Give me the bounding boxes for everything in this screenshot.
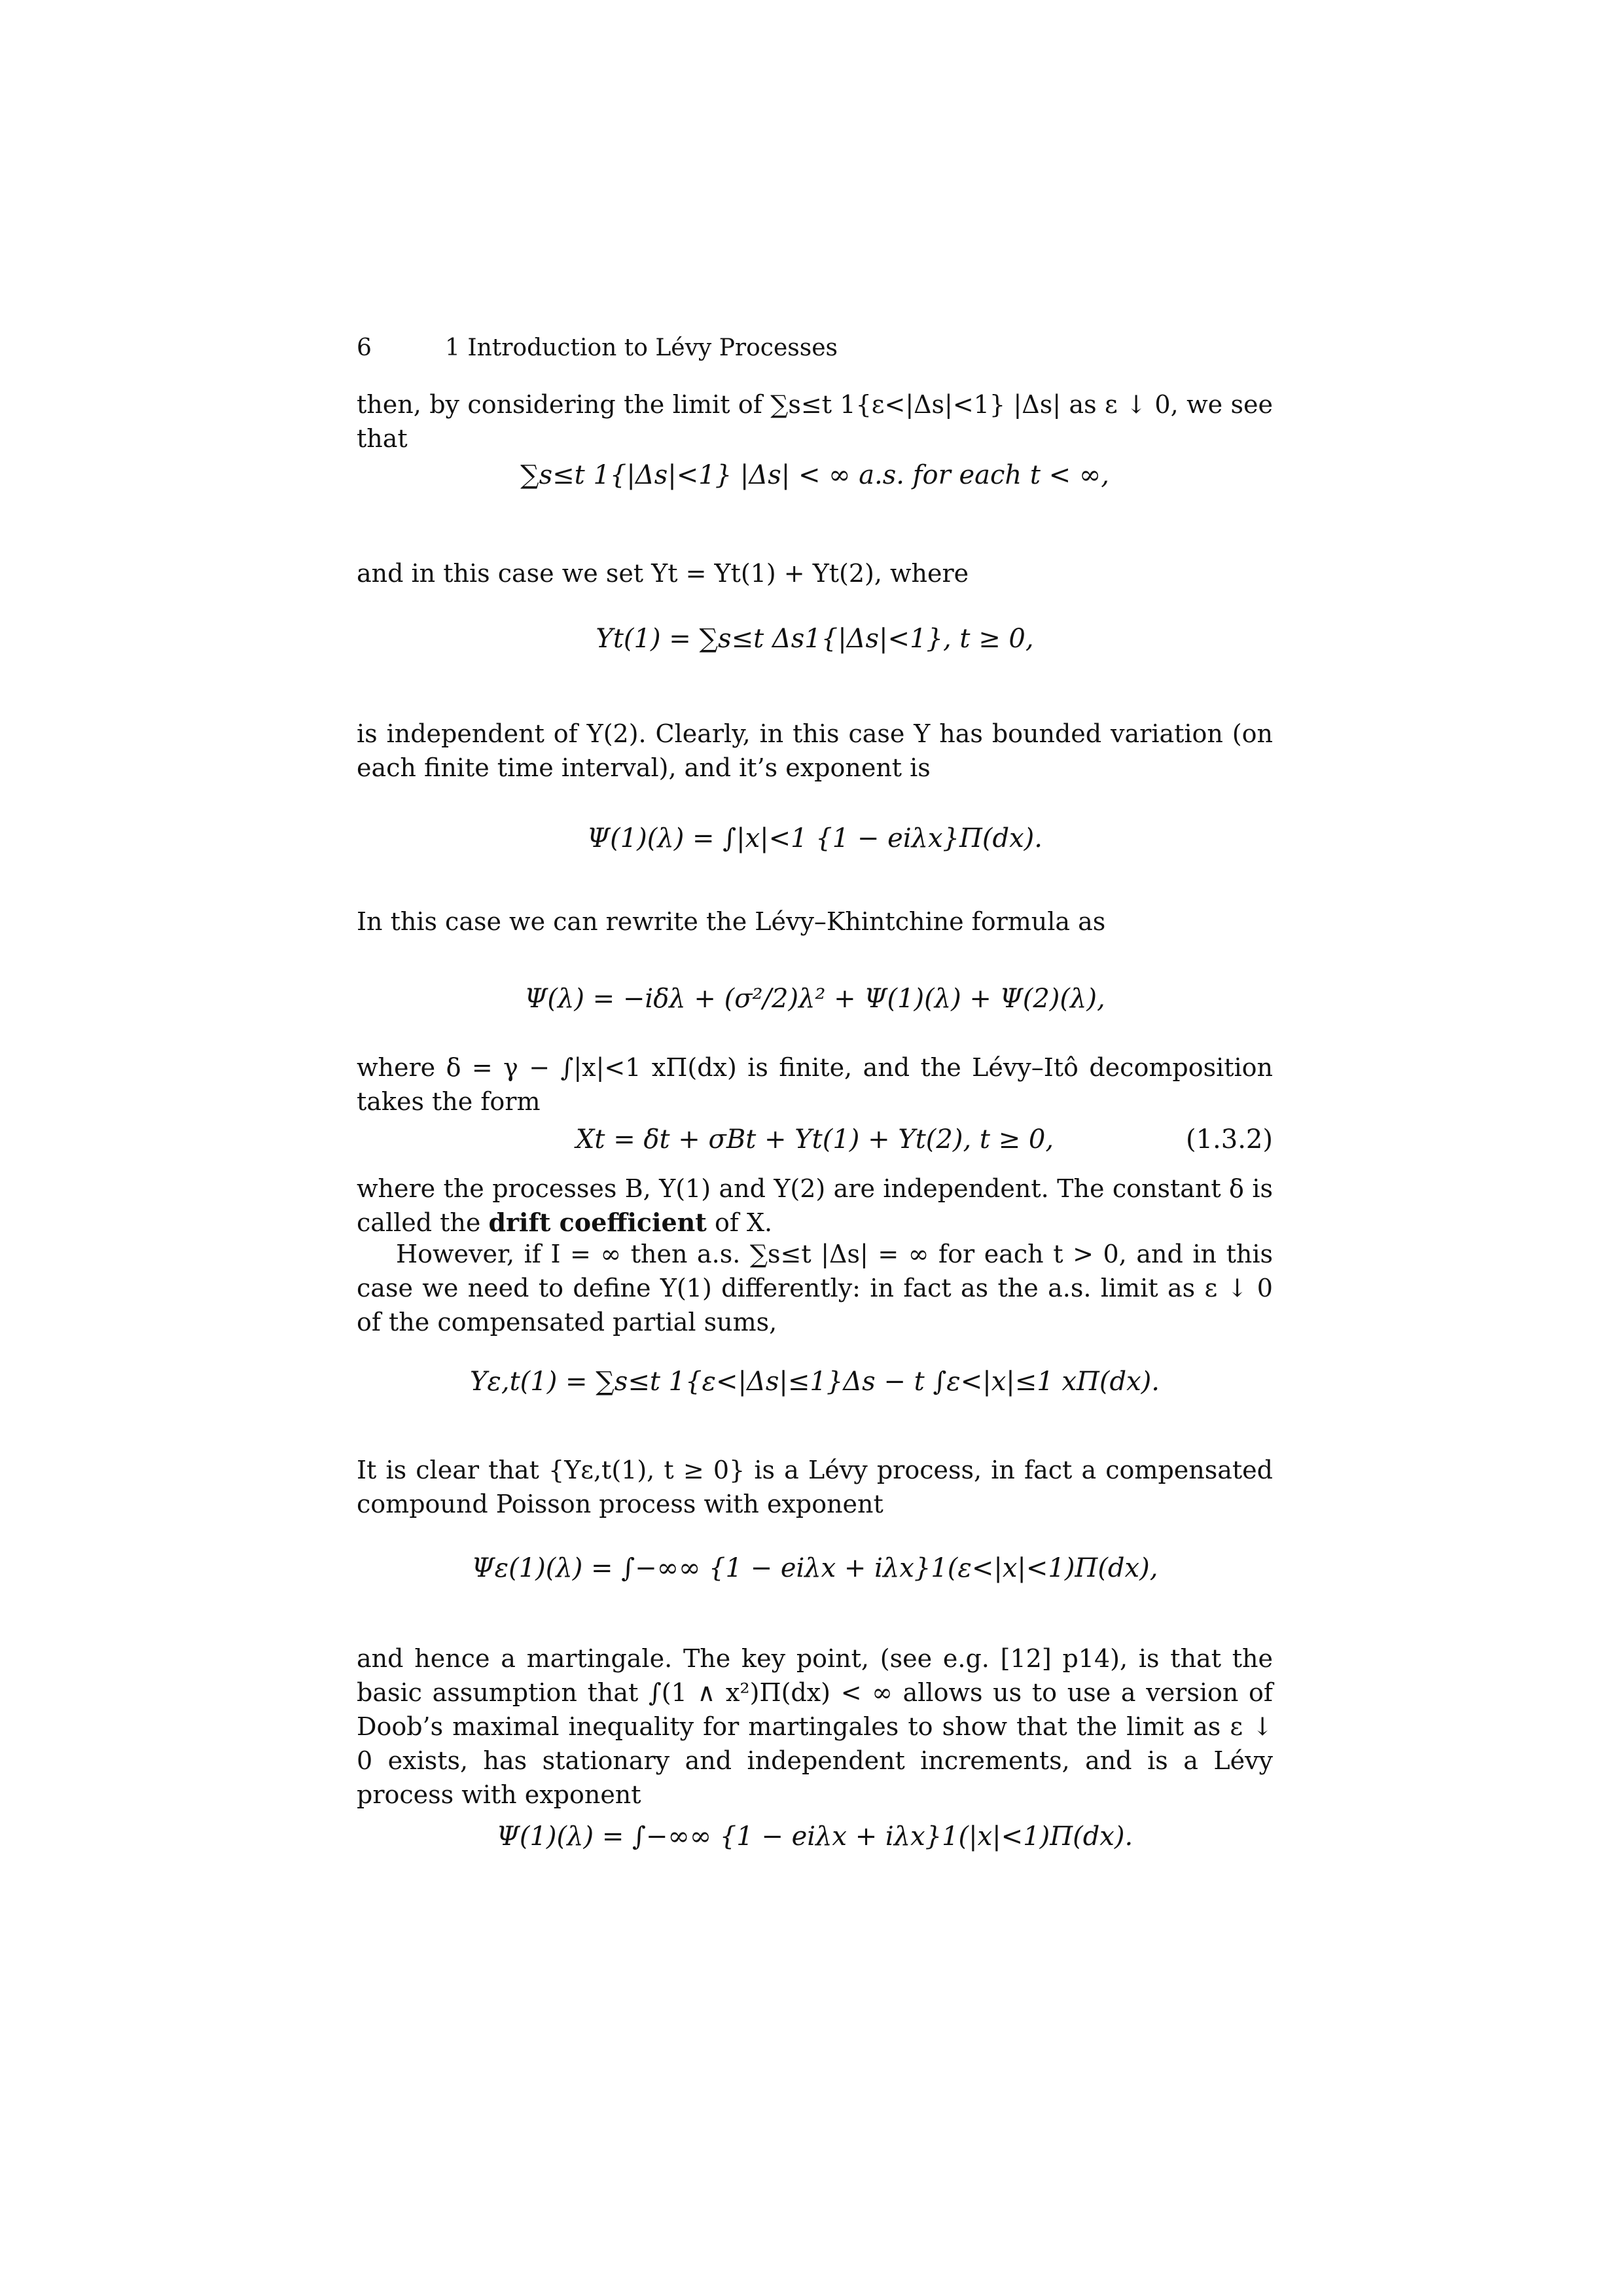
equation-4: Ψ(λ) = −iδλ + (σ²/2)λ² + Ψ(1)(λ) + Ψ(2)(λ), bbox=[524, 984, 1105, 1014]
chapter-title: 1 Introduction to Lévy Processes bbox=[445, 334, 838, 361]
paragraph-6-text-a: where the processes B, Y(1) and Y(2) are independent. The constant δ is called the bbox=[357, 1174, 1273, 1237]
paragraph-5: where δ = γ − ∫|x|<1 xΠ(dx) is finite, and the Lévy–Itô decomposition takes the form bbox=[357, 1053, 1273, 1116]
paragraph-6-text-b: of X. bbox=[714, 1208, 773, 1237]
equation-5 bbox=[357, 1122, 1273, 1157]
paragraph-2: and in this case we set Yt = Yt(1) + Yt(2), where bbox=[357, 559, 969, 588]
equation-1: ∑s≤t 1{|Δs|<1} |Δs| < ∞ a.s. for each t < ∞, bbox=[520, 460, 1109, 490]
paragraph-7: However, if I = ∞ then a.s. ∑s≤t |Δs| = ∞ for each t > 0, and in this case we need to define Y(1) differently: in fact as the a.s. limit as ε ↓ 0 of the compensated partial sums, bbox=[357, 1240, 1273, 1336]
page-number: 6 bbox=[357, 334, 372, 361]
paragraph-9: and hence a martingale. The key point, (see e.g. [12] p14), is that the basic assumption that ∫(1 ∧ x²)Π(dx) < ∞ allows us to use a version of Doob’s maximal inequality for martingales to show that the limit as ε ↓ 0 exists, has stationary and independent increments, and is a Lévy process with exponent bbox=[357, 1644, 1273, 1809]
paragraph-4: In this case we can rewrite the Lévy–Khintchine formula as bbox=[357, 907, 1106, 936]
paragraph-6 bbox=[357, 1172, 1273, 1240]
equation-3: Ψ(1)(λ) = ∫|x|<1 {1 − eiλx}Π(dx). bbox=[587, 823, 1043, 853]
equation-5-body: Xt = δt + σBt + Yt(1) + Yt(2), t ≥ 0, bbox=[575, 1124, 1054, 1155]
equation-8: Ψ(1)(λ) = ∫−∞∞ {1 − eiλx + iλx}1(|x|<1)Π(dx). bbox=[496, 1821, 1133, 1852]
equation-6: Yε,t(1) = ∑s≤t 1{ε<|Δs|≤1}Δs − t ∫ε<|x|≤1 xΠ(dx). bbox=[469, 1367, 1160, 1397]
drift-coefficient-term: drift coefficient bbox=[488, 1208, 707, 1237]
paragraph-8: It is clear that {Yε,t(1), t ≥ 0} is a Lévy process, in fact a compensated compound Poisson process with exponent bbox=[357, 1456, 1273, 1518]
paragraph-3: is independent of Y(2). Clearly, in this case Y has bounded variation (on each finite time interval), and it’s exponent is bbox=[357, 719, 1273, 782]
paragraph-1: then, by considering the limit of ∑s≤t 1{ε<|Δs|<1} |Δs| as ε ↓ 0, we see that bbox=[357, 390, 1273, 453]
equation-2: Yt(1) = ∑s≤t Δs1{|Δs|<1}, t ≥ 0, bbox=[596, 624, 1034, 654]
equation-number: (1.3.2) bbox=[1186, 1124, 1273, 1155]
equation-7: Ψε(1)(λ) = ∫−∞∞ {1 − eiλx + iλx}1(ε<|x|<1)Π(dx), bbox=[471, 1553, 1158, 1583]
